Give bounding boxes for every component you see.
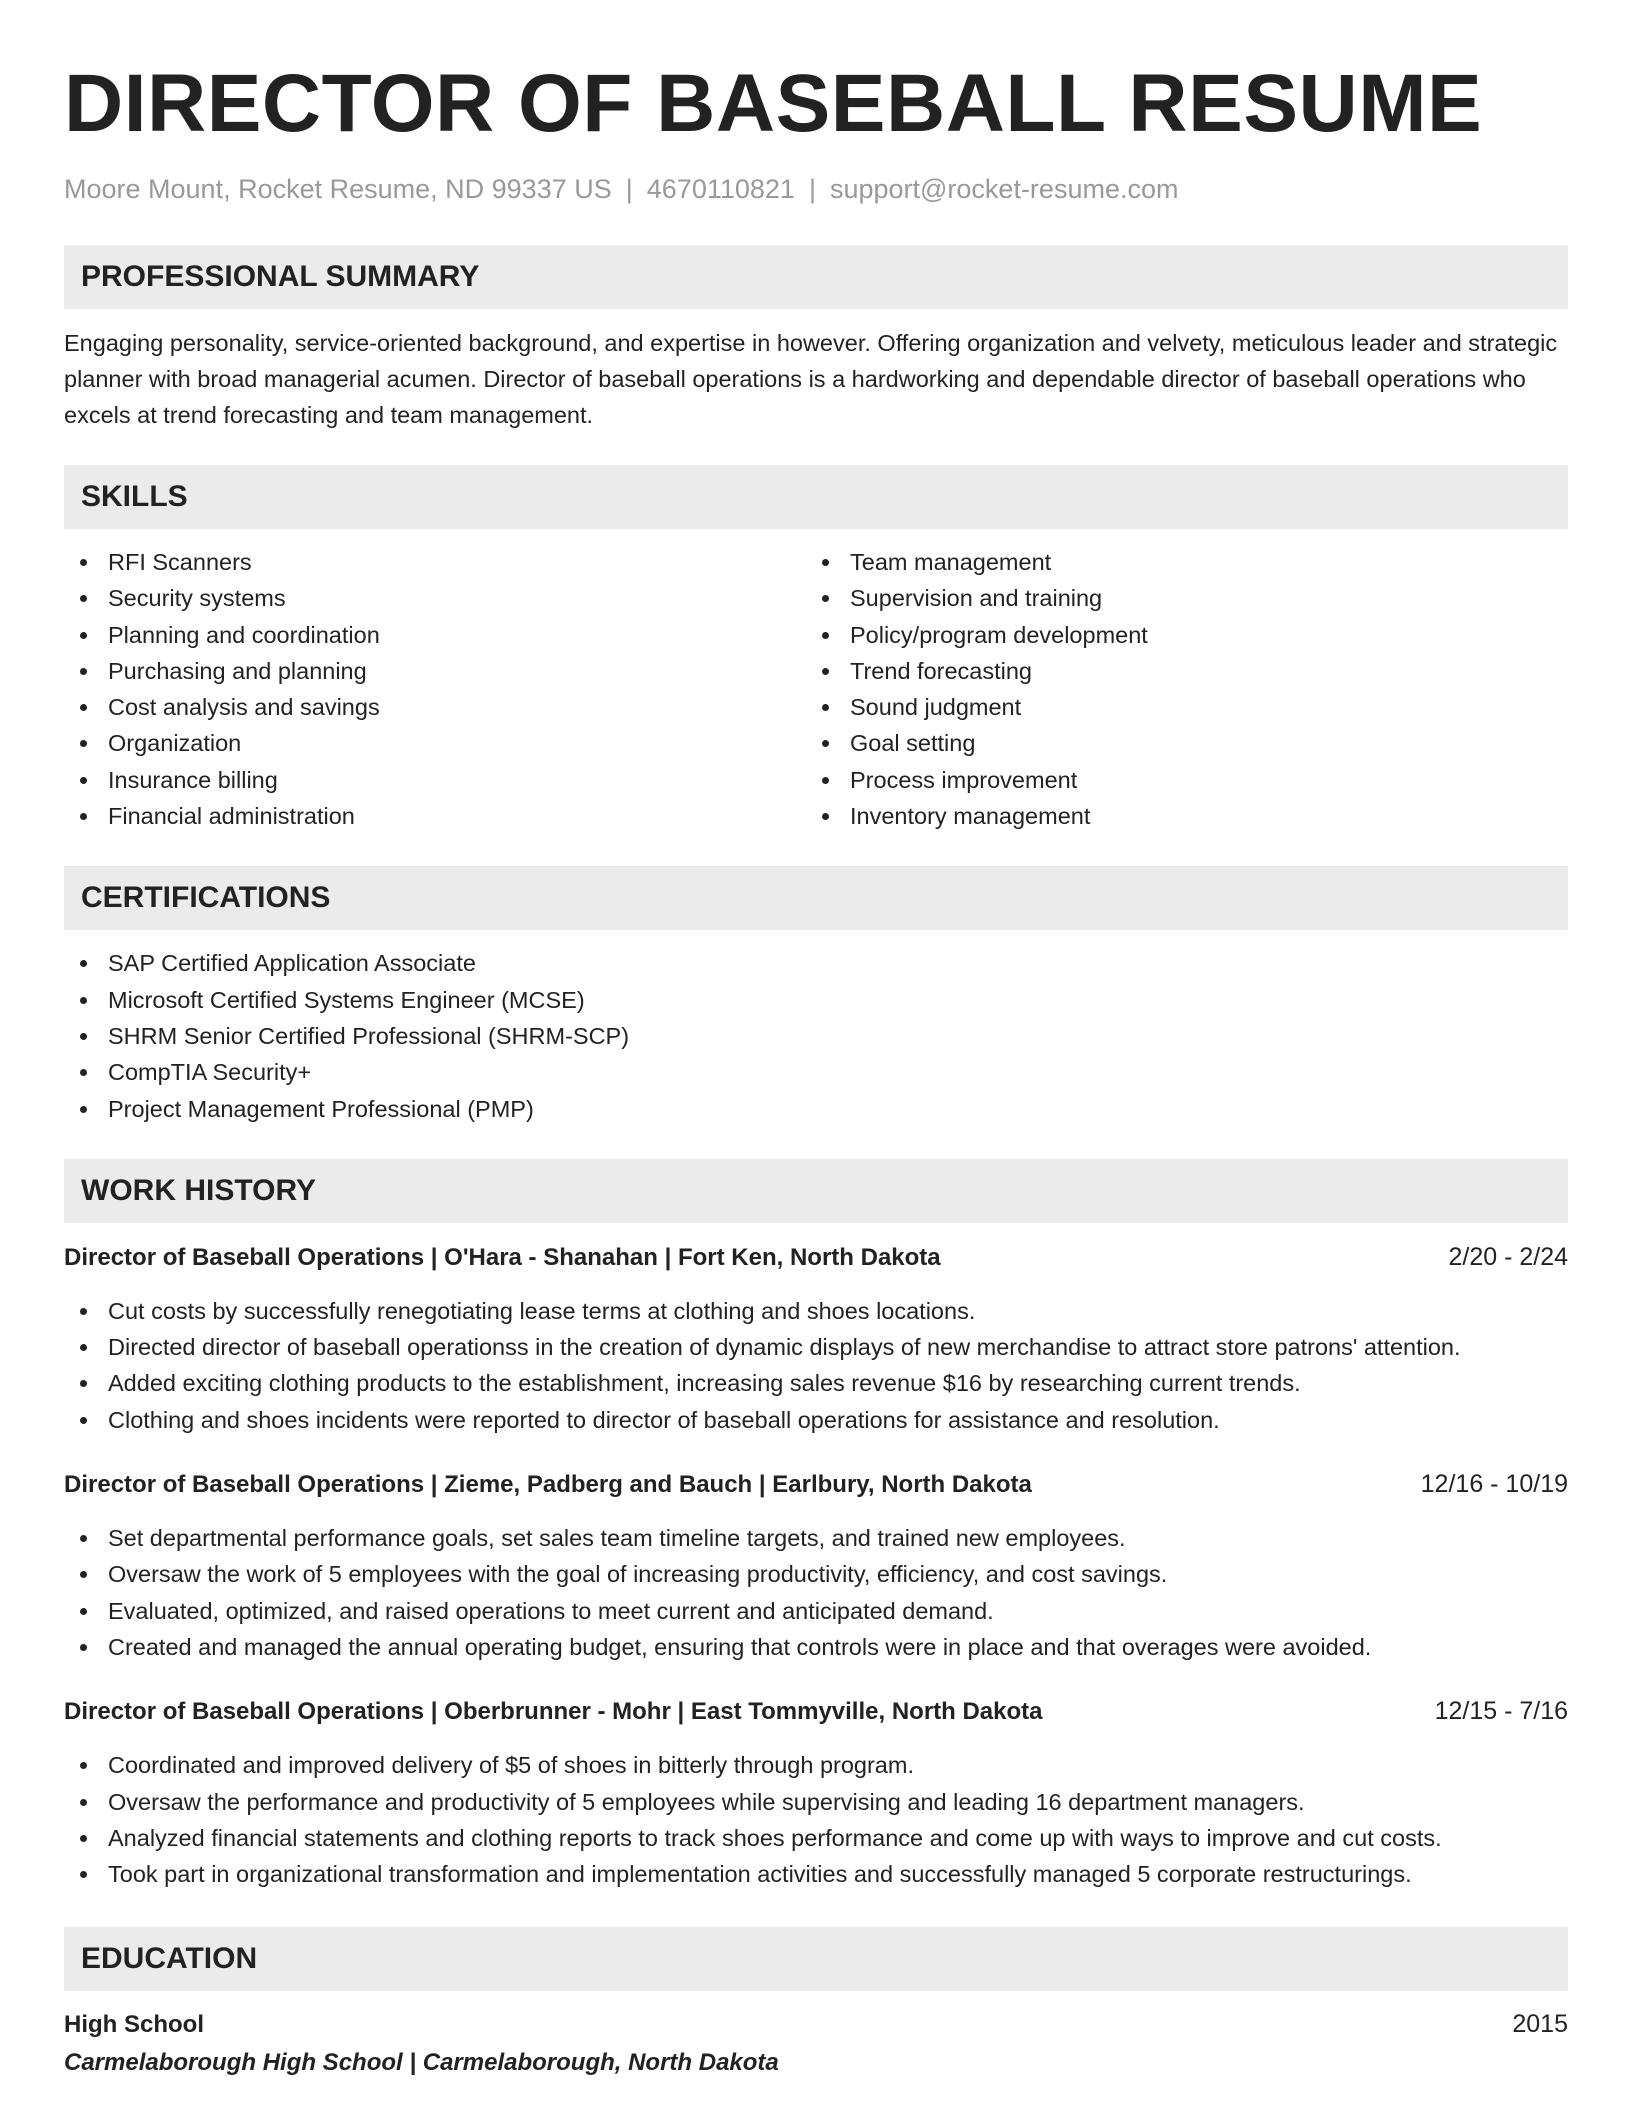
skill-item: Process improvement <box>806 762 1548 798</box>
skill-item: Supervision and training <box>806 580 1548 616</box>
job-title: Director of Baseball Operations | Oberbrunner - Mohr | East Tommyville, North Dakota <box>64 1698 1043 1726</box>
job-dates: 12/16 - 10/19 <box>1420 1470 1568 1499</box>
job-bullet: Directed director of baseball operationss in the creation of dynamic displays of new merchandise to attract store patrons' attention. <box>64 1329 1568 1365</box>
contact-separator: | <box>808 174 816 204</box>
job-bullet: Coordinated and improved delivery of $5 of shoes in bitterly through program. <box>64 1747 1568 1783</box>
skill-item: Security systems <box>64 580 806 616</box>
job-bullet: Set departmental performance goals, set sales team timeline targets, and trained new employees. <box>64 1520 1568 1556</box>
resume-title: DIRECTOR OF BASEBALL RESUME <box>64 58 1483 149</box>
skill-item: RFI Scanners <box>64 544 806 580</box>
contact-email: support@rocket-resume.com <box>829 174 1179 204</box>
skill-item: Planning and coordination <box>64 617 806 653</box>
job-dates: 2/20 - 2/24 <box>1448 1242 1568 1271</box>
contact-address: Moore Mount, Rocket Resume, ND 99337 US <box>64 174 612 204</box>
job-dates: 12/15 - 7/16 <box>1434 1697 1568 1726</box>
skills-column-right <box>806 544 1548 834</box>
contact-phone: 4670110821 <box>646 174 795 204</box>
contact-line <box>64 172 1568 206</box>
skills-grid <box>64 544 1568 834</box>
job-header <box>64 1467 1568 1502</box>
work-history-section <box>64 1159 1568 1893</box>
certifications-list <box>64 945 1568 1126</box>
summary-heading: PROFESSIONAL SUMMARY <box>64 245 1568 309</box>
summary-section <box>64 245 1568 433</box>
job-bullet: Evaluated, optimized, and raised operations to meet current and anticipated demand. <box>64 1593 1568 1629</box>
job-bullets <box>64 1293 1568 1438</box>
skill-item: Cost analysis and savings <box>64 689 806 725</box>
skill-item: Inventory management <box>806 798 1548 834</box>
job-entry <box>64 1467 1568 1665</box>
skill-item: Insurance billing <box>64 762 806 798</box>
job-bullets <box>64 1747 1568 1892</box>
certification-item: SHRM Senior Certified Professional (SHRM-SCP) <box>64 1018 1568 1054</box>
skills-heading: SKILLS <box>64 465 1568 529</box>
job-title: Director of Baseball Operations | O'Hara - Shanahan | Fort Ken, North Dakota <box>64 1243 941 1271</box>
certification-item: Microsoft Certified Systems Engineer (MCSE) <box>64 982 1568 1018</box>
job-bullet: Analyzed financial statements and clothing reports to track shoes performance and come up with ways to improve and cut costs. <box>64 1820 1568 1856</box>
skills-section <box>64 465 1568 834</box>
summary-text: Engaging personality, service-oriented background, and expertise in however. Offering organization and velvety, meticulous leader and strategic planner with broad managerial acumen. Director of baseball operations is a hardworking and dependable director of baseball operations who excels at trend forecasting and team management. <box>64 330 1558 428</box>
job-bullets <box>64 1520 1568 1665</box>
contact-separator: | <box>625 174 633 204</box>
skill-item: Purchasing and planning <box>64 653 806 689</box>
education-section <box>64 1927 1568 2080</box>
work-history-heading: WORK HISTORY <box>64 1159 1568 1223</box>
job-header <box>64 1240 1568 1275</box>
resume-page <box>64 58 1568 2080</box>
skills-column-left <box>64 544 806 834</box>
job-entry <box>64 1240 1568 1438</box>
certification-item: SAP Certified Application Associate <box>64 945 1568 981</box>
skill-item: Organization <box>64 725 806 761</box>
job-bullet: Oversaw the performance and productivity of 5 employees while supervising and leading 16 department managers. <box>64 1784 1568 1820</box>
certification-item: Project Management Professional (PMP) <box>64 1091 1568 1127</box>
education-header <box>64 2007 1568 2042</box>
skill-item: Sound judgment <box>806 689 1548 725</box>
skill-item: Policy/program development <box>806 617 1548 653</box>
job-bullet: Oversaw the work of 5 employees with the goal of increasing productivity, efficiency, and cost savings. <box>64 1556 1568 1592</box>
job-bullet: Took part in organizational transformation and implementation activities and successfully managed 5 corporate restructurings. <box>64 1856 1568 1892</box>
education-heading: EDUCATION <box>64 1927 1568 1991</box>
education-degree: High School <box>64 2011 204 2039</box>
skill-item: Financial administration <box>64 798 806 834</box>
job-bullet: Clothing and shoes incidents were reported to director of baseball operations for assistance and resolution. <box>64 1402 1568 1438</box>
job-title: Director of Baseball Operations | Zieme, Padberg and Bauch | Earlbury, North Dakota <box>64 1471 1032 1499</box>
certifications-heading: CERTIFICATIONS <box>64 866 1568 930</box>
job-bullet: Created and managed the annual operating budget, ensuring that controls were in place and that overages were avoided. <box>64 1629 1568 1665</box>
job-bullet: Cut costs by successfully renegotiating lease terms at clothing and shoes locations. <box>64 1293 1568 1329</box>
skill-item: Goal setting <box>806 725 1548 761</box>
skill-item: Team management <box>806 544 1548 580</box>
education-school: Carmelaborough High School | Carmelaborough, North Dakota <box>64 2049 779 2077</box>
job-entry <box>64 1694 1568 1892</box>
job-bullet: Added exciting clothing products to the establishment, increasing sales revenue $16 by researching current trends. <box>64 1365 1568 1401</box>
education-entry <box>64 2007 1568 2080</box>
certification-item: CompTIA Security+ <box>64 1054 1568 1090</box>
skill-item: Trend forecasting <box>806 653 1548 689</box>
education-year: 2015 <box>1512 2010 1568 2039</box>
certifications-section <box>64 866 1568 1126</box>
job-header <box>64 1694 1568 1729</box>
